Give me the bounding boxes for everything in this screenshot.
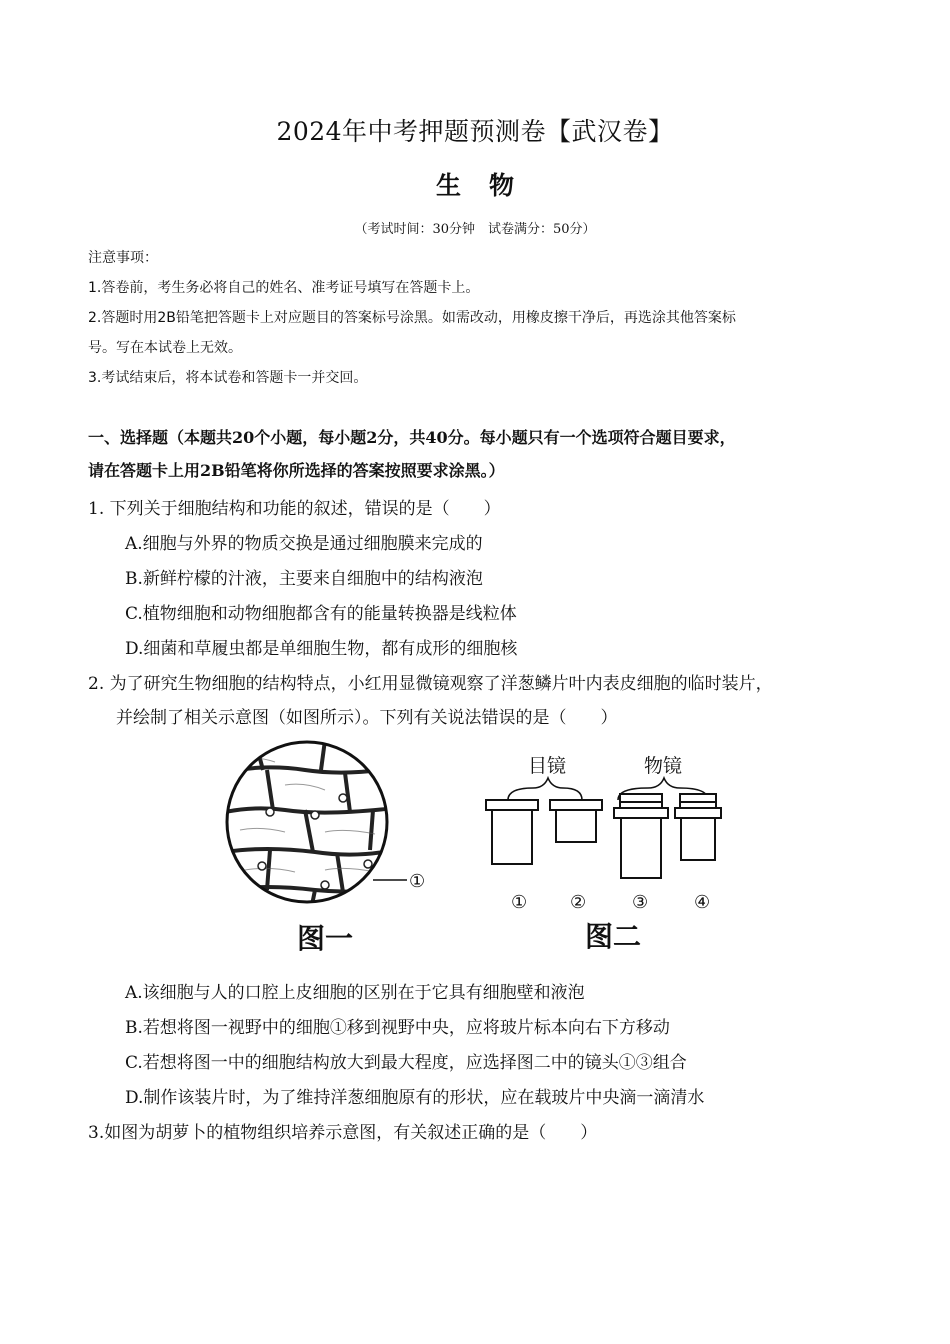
note-item: 1.答卷前，考生务必将自己的姓名、准考证号填写在答题卡上。 [88,280,480,296]
lens-label-1: ① [511,892,528,913]
q1-option-c: C.植物细胞和动物细胞都含有的能量转换器是线粒体 [125,604,517,624]
lens-1-eyepiece [486,800,538,864]
exam-time-info: （考试时间：30分钟 试卷满分：50分） [354,222,596,237]
figure-1-marker: ① [409,871,426,892]
figure-2-caption: 图二 [585,920,642,953]
objective-label: 物镜 [644,755,683,777]
q2-option-c: C.若想将图一中的细胞结构放大到最大程度，应选择图二中的镜头①③组合 [125,1053,687,1073]
figure-1-microscope-view [225,740,440,960]
lens-label-2: ② [570,892,587,913]
q2-option-b: B.若想将图一视野中的细胞①移到视野中央，应将玻片标本向右下方移动 [125,1018,670,1038]
eyepiece-label: 目镜 [528,755,567,777]
note-item: 号。写在本试卷上无效。 [88,340,242,356]
lens-2-eyepiece [550,800,602,842]
question-1-stem: 1. 下列关于细胞结构和功能的叙述，错误的是（ ） [88,499,501,519]
question-3-stem: 3.如图为胡萝卜的植物组织培养示意图，有关叙述正确的是（ ） [88,1123,598,1143]
q1-option-d: D.细菌和草履虫都是单细胞生物，都有成形的细胞核 [125,639,518,659]
notes-heading: 注意事项： [88,250,158,266]
question-2-stem: 2. 为了研究生物细胞的结构特点，小红用显微镜观察了洋葱鳞片叶内表皮细胞的临时装片， [88,674,773,694]
section-heading: 一、选择题（本题共20个小题，每小题2分，共40分。每小题只有一个选项符合题目要求， [88,428,736,447]
q1-option-b: B.新鲜柠檬的汁液，主要来自细胞中的结构液泡 [125,569,483,589]
q2-option-a: A.该细胞与人的口腔上皮细胞的区别在于它具有细胞壁和液泡 [125,983,585,1003]
lens-label-3: ③ [632,892,649,913]
lens-label-4: ④ [694,892,711,913]
figure-2-lenses [478,748,738,958]
note-item: 3.考试结束后，将本试卷和答题卡一并交回。 [88,370,368,386]
section-heading-cont: 请在答题卡上用2B铅笔将你所选择的答案按照要求涂黑。） [88,461,505,480]
q2-option-d: D.制作该装片时，为了维持洋葱细胞原有的形状，应在载玻片中央滴一滴清水 [125,1088,705,1108]
note-item: 2.答题时用2B铅笔把答题卡上对应题目的答案标号涂黑。如需改动，用橡皮擦干净后，再选涂其他答案标 [88,310,736,326]
page-title: 2024年中考押题预测卷【武汉卷】 [276,117,674,146]
lens-3-objective [614,794,668,878]
lens-4-objective [675,794,721,860]
q1-option-a: A.细胞与外界的物质交换是通过细胞膜来完成的 [125,534,483,554]
figure-1-caption: 图一 [297,922,354,955]
subject-title: 生物 [435,171,542,200]
question-2-stem-cont: 并绘制了相关示意图（如图所示）。下列有关说法错误的是（ ） [116,708,618,728]
